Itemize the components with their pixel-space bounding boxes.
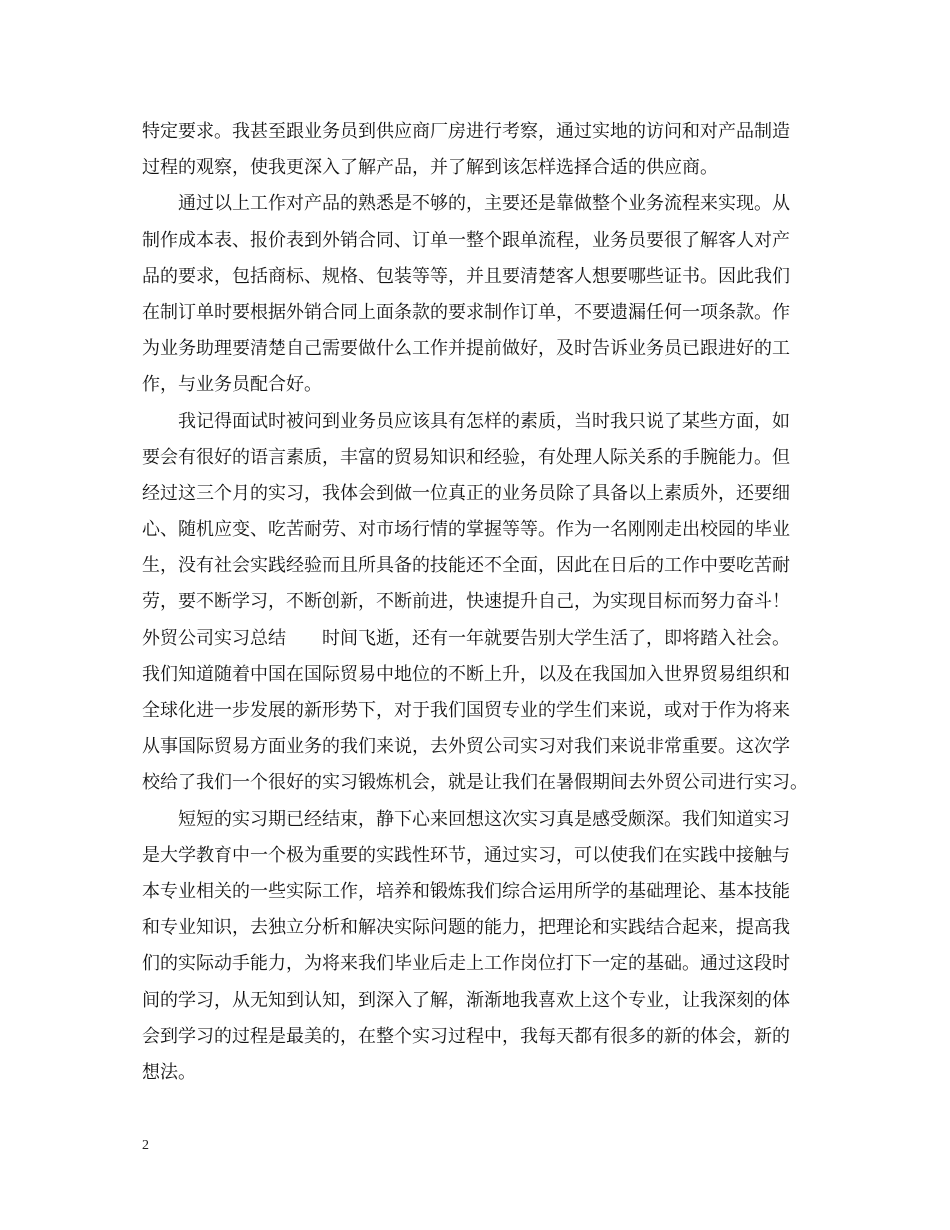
text-line: 制作成本表、报价表到外销合同、订单一整个跟单流程，业务员要很了解客人对产 <box>142 229 790 251</box>
text-line: 经过这三个月的实习，我体会到做一位真正的业务员除了具备以上素质外，还要细 <box>142 482 790 504</box>
text-line: 要会有很好的语言素质，丰富的贸易知识和经验，有处理人际关系的手腕能力。但 <box>142 446 790 468</box>
text-line: 心、随机应变、吃苦耐劳、对市场行情的掌握等等。作为一名刚刚走出校园的毕业 <box>142 519 790 541</box>
text-line: 从事国际贸易方面业务的我们来说，去外贸公司实习对我们来说非常重要。这次学 <box>142 736 790 758</box>
text-line: 为业务助理要清楚自己需要做什么工作并提前做好，及时告诉业务员已跟进好的工 <box>142 338 790 360</box>
text-line: 校给了我们一个很好的实习锻炼机会，就是让我们在暑假期间去外贸公司进行实习。 <box>142 772 808 794</box>
text-line: 过程的观察，使我更深入了解产品，并了解到该怎样选择合适的供应商。 <box>142 157 718 179</box>
text-line: 本专业相关的一些实际工作，培养和锻炼我们综合运用所学的基础理论、基本技能 <box>142 880 790 902</box>
text-line: 们的实际动手能力，为将来我们毕业后走上工作岗位打下一定的基础。通过这段时 <box>142 953 790 975</box>
text-line: 和专业知识，去独立分析和解决实际问题的能力，把理论和实践结合起来，提高我 <box>142 917 790 939</box>
text-line: 品的要求，包括商标、规格、包装等等，并且要清楚客人想要哪些证书。因此我们 <box>142 265 790 287</box>
text-line: 全球化进一步发展的新形势下，对于我们国贸专业的学生们来说，或对于作为将来 <box>142 700 790 721</box>
paragraph-start-line: 通过以上工作对产品的熟悉是不够的，主要还是靠做整个业务流程来实现。从 <box>178 193 790 215</box>
text-line: 在制订单时要根据外销合同上面条款的要求制作订单，不要遗漏任何一项条款。作 <box>142 301 790 323</box>
section-title: 外贸公司实习总结 <box>142 627 286 649</box>
text-line: 间的学习，从无知到认知，到深入了解，渐渐地我喜欢上这个专业，让我深刻的体 <box>142 989 790 1011</box>
paragraph-start-line: 短短的实习期已经结束，静下心来回想这次实习真是感受颇深。我们知道实习 <box>178 808 790 830</box>
text-line: 我们知道随着中国在国际贸易中地位的不断上升，以及在我国加入世界贸易组织和 <box>142 663 790 685</box>
heading-line <box>142 621 822 657</box>
text-line: 劳，要不断学习，不断创新，不断前进，快速提升自己，为实现目标而努力奋斗！ <box>142 591 790 613</box>
page-number: 2 <box>142 1138 149 1153</box>
body-text <box>142 114 822 1091</box>
text-line: 是大学教育中一个极为重要的实践性环节，通过实习，可以使我们在实践中接触与 <box>142 844 790 866</box>
text-line: 作，与业务员配合好。 <box>142 374 322 396</box>
text-line: 生，没有社会实践经验而且所具备的技能还不全面，因此在日后的工作中要吃苦耐 <box>142 555 790 577</box>
paragraph-start-line: 我记得面试时被问到业务员应该具有怎样的素质，当时我只说了某些方面，如 <box>178 410 790 432</box>
text-line: 想法。 <box>142 1061 196 1083</box>
section-intro-text: 时间飞逝，还有一年就要告别大学生活了，即将踏入社会。 <box>322 627 790 649</box>
text-line: 特定要求。我甚至跟业务员到供应商厂房进行考察，通过实地的访问和对产品制造 <box>142 121 790 142</box>
text-line: 会到学习的过程是最美的，在整个实习过程中，我每天都有很多的新的体会，新的 <box>142 1025 790 1047</box>
